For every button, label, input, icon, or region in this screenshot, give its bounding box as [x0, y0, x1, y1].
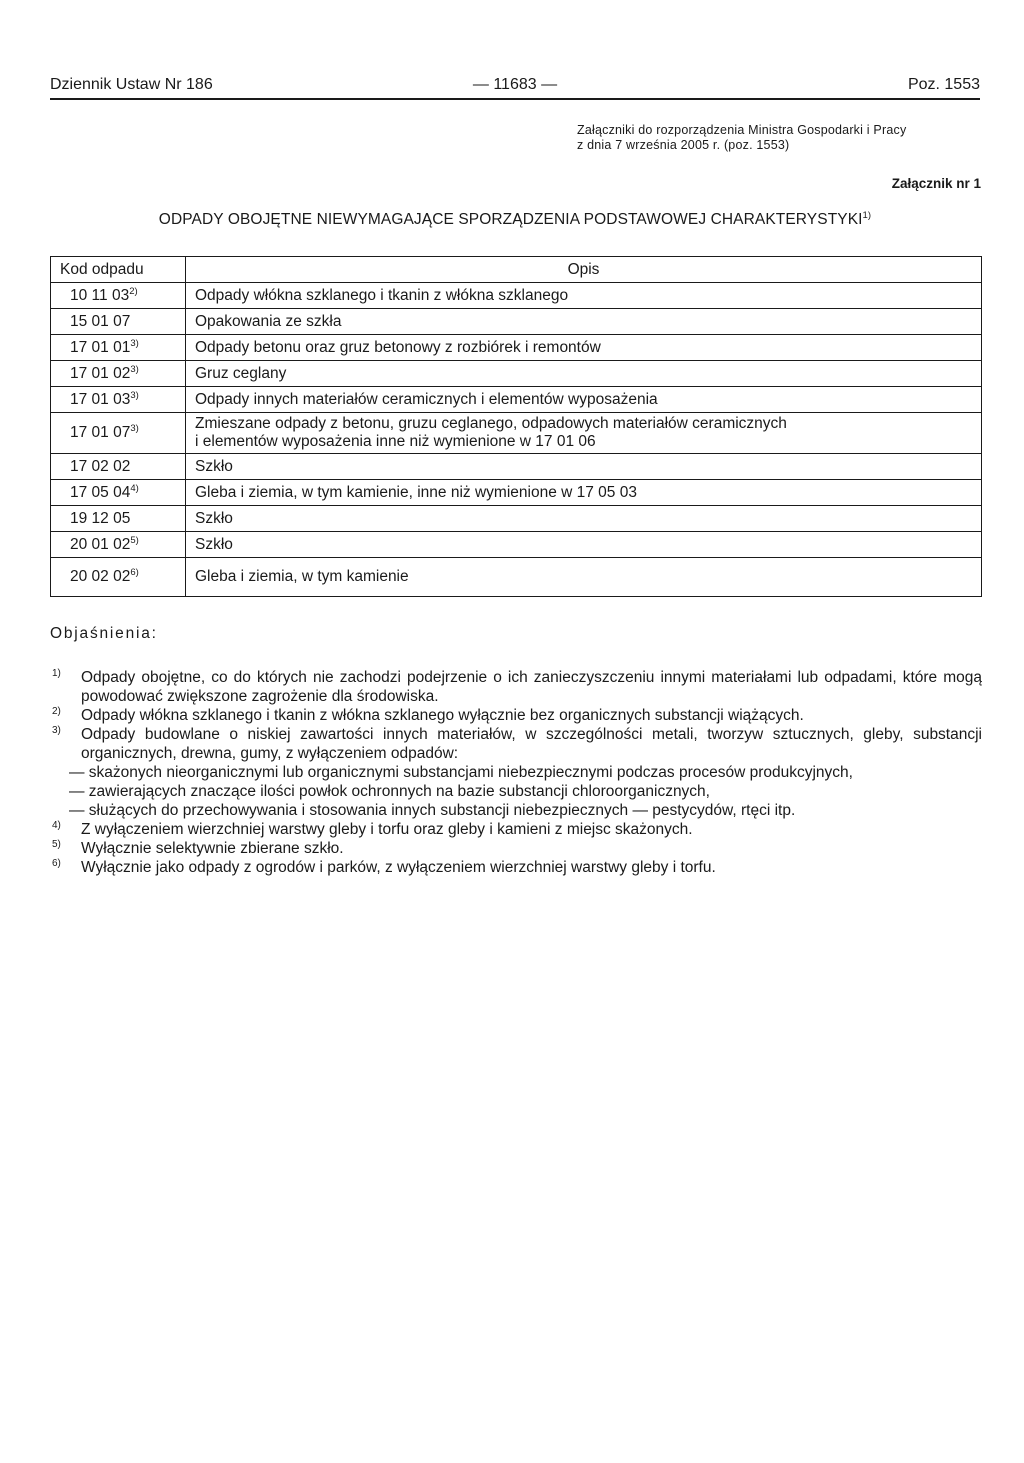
notes-heading: Objaśnienia:	[50, 625, 158, 642]
waste-code-value: 20 01 02	[70, 535, 131, 553]
note-item	[52, 820, 982, 839]
attachment-info-line-1: Załączniki do rozporządzenia Ministra Gospodarki i Pracy	[577, 123, 907, 137]
waste-code-value: 17 01 02	[70, 364, 131, 382]
waste-table	[50, 256, 982, 597]
note-text: Odpady obojętne, co do których nie zachodzi podejrzenie o ich zanieczyszczeniu innymi materiałami lub odpadami, które mogą powodować zwiększone zagrożenie dla środowiska.	[81, 669, 982, 705]
waste-description-line-1: Zmieszane odpady z betonu, gruzu ceglanego, odpadowych materiałów ceramicznych	[195, 415, 787, 432]
table-row	[51, 558, 982, 597]
waste-description	[186, 413, 982, 454]
waste-description: Gleba i ziemia, w tym kamienie, inne niż wymienione w 17 05 03	[186, 480, 982, 506]
waste-description-line-2: i elementów wyposażenia inne niż wymienione w 17 01 06	[195, 433, 596, 450]
note-item	[52, 858, 982, 877]
waste-description: Szkło	[186, 454, 982, 480]
waste-description: Odpady innych materiałów ceramicznych i elementów wyposażenia	[186, 387, 982, 413]
note-text: Odpady budowlane o niskiej zawartości innych materiałów, w szczególności metali, tworzyw sztucznych, gleby, substancji organicznych, drewna, gumy, z wyłączeniem odpadów:	[81, 726, 982, 762]
note-item	[52, 725, 982, 820]
waste-code	[51, 558, 186, 597]
waste-code-value: 17 02 02	[70, 457, 131, 475]
waste-description: Gleba i ziemia, w tym kamienie	[186, 558, 982, 597]
note-number: 5)	[52, 839, 61, 850]
footnote-ref: 3)	[130, 422, 139, 434]
note-number: 1)	[52, 668, 61, 679]
waste-code-value: 10 11 03	[70, 286, 130, 304]
attachment-info-line-2: z dnia 7 września 2005 r. (poz. 1553)	[577, 138, 790, 152]
waste-code	[51, 506, 186, 532]
waste-code	[51, 480, 186, 506]
table-header-row	[51, 257, 982, 283]
table-row	[51, 413, 982, 454]
waste-code	[51, 413, 186, 454]
footnote-ref: 2)	[129, 285, 138, 297]
table-row	[51, 387, 982, 413]
waste-code	[51, 335, 186, 361]
waste-code-value: 17 01 07	[70, 424, 131, 441]
waste-description: Szkło	[186, 532, 982, 558]
header-divider	[50, 98, 980, 100]
note-text: Odpady włókna szklanego i tkanin z włókna szklanego wyłącznie bez organicznych substancji wiążących.	[81, 707, 804, 724]
waste-description: Opakowania ze szkła	[186, 309, 982, 335]
footnote-ref: 3)	[130, 337, 139, 349]
note-dash-item: — służących do przechowywania i stosowania innych substancji niebezpiecznych — pestycydów, rtęci itp.	[69, 802, 796, 819]
waste-code	[51, 387, 186, 413]
waste-description: Odpady włókna szklanego i tkanin z włókna szklanego	[186, 283, 982, 309]
note-dash-item: — zawierających znaczące ilości powłok ochronnych na bazie substancji chloroorganicznych,	[69, 783, 710, 800]
waste-code-value: 17 01 03	[70, 390, 131, 408]
waste-description: Gruz ceglany	[186, 361, 982, 387]
attachment-number: Załącznik nr 1	[891, 176, 981, 191]
waste-code-value: 20 02 02	[70, 568, 131, 585]
waste-code	[51, 309, 186, 335]
note-dash-item: — skażonych nieorganicznymi lub organicznymi substancjami niebezpiecznymi podczas procesów produkcyjnych,	[69, 764, 853, 781]
footnote-ref: 6)	[130, 566, 139, 578]
table-row	[51, 335, 982, 361]
journal-title: Dziennik Ustaw Nr 186	[50, 76, 213, 93]
table-row	[51, 361, 982, 387]
notes-list	[52, 668, 982, 877]
attachment-info	[577, 123, 982, 153]
column-header-code: Kod odpadu	[51, 257, 186, 283]
table-row	[51, 283, 982, 309]
waste-code-value: 15 01 07	[70, 312, 131, 330]
footnote-ref: 3)	[130, 389, 139, 401]
footnote-ref: 5)	[130, 534, 139, 546]
note-text: Wyłącznie jako odpady z ogrodów i parków, z wyłączeniem wierzchniej warstwy gleby i torfu.	[81, 859, 716, 876]
table-row	[51, 506, 982, 532]
waste-code-value: 17 05 04	[70, 483, 131, 501]
note-item	[52, 706, 982, 725]
note-text: Wyłącznie selektywnie zbierane szkło.	[81, 840, 344, 857]
waste-code	[51, 283, 186, 309]
note-item	[52, 668, 982, 706]
waste-description: Szkło	[186, 506, 982, 532]
table-row	[51, 454, 982, 480]
waste-code	[51, 454, 186, 480]
waste-code	[51, 532, 186, 558]
position-number: Poz. 1553	[907, 76, 980, 93]
note-text: Z wyłączeniem wierzchniej warstwy gleby i torfu oraz gleby i kamieni z miejsc skażonych.	[81, 821, 693, 838]
waste-code	[51, 361, 186, 387]
document-title-text: ODPADY OBOJĘTNE NIEWYMAGAJĄCE SPORZĄDZENIA PODSTAWOWEJ CHARAKTERYSTYKI	[158, 211, 863, 228]
title-footnote-ref: 1)	[862, 209, 872, 221]
page-number: — 11683 —	[472, 76, 558, 93]
table-row	[51, 532, 982, 558]
note-number: 2)	[52, 706, 61, 717]
waste-code-value: 17 01 01	[70, 338, 131, 356]
column-header-description: Opis	[186, 257, 982, 283]
note-number: 4)	[52, 820, 61, 831]
footnote-ref: 3)	[130, 363, 139, 375]
waste-code-value: 19 12 05	[70, 509, 131, 527]
page-header	[50, 74, 980, 100]
note-item	[52, 839, 982, 858]
note-number: 6)	[52, 858, 61, 869]
note-number: 3)	[52, 725, 61, 736]
table-row	[51, 480, 982, 506]
footnote-ref: 4)	[130, 482, 139, 494]
table-row	[51, 309, 982, 335]
waste-description: Odpady betonu oraz gruz betonowy z rozbiórek i remontów	[186, 335, 982, 361]
document-title	[50, 211, 980, 229]
